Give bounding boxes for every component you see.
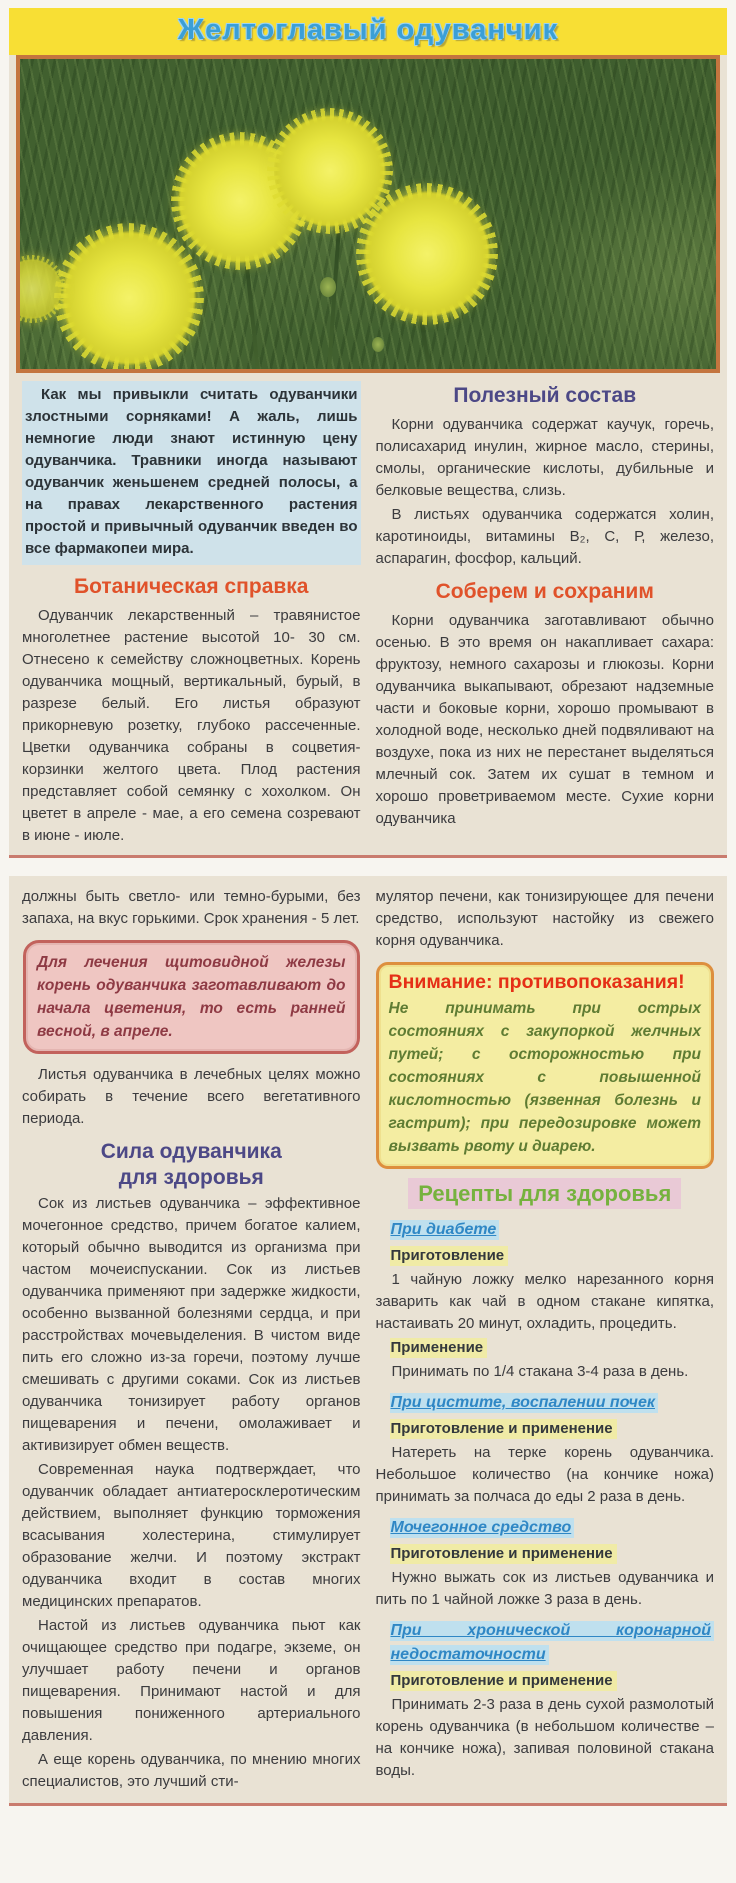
recipe-title bbox=[376, 1218, 715, 1242]
recipe-diabetes bbox=[376, 1218, 715, 1383]
dandelion-stem bbox=[327, 224, 341, 373]
step-label-text: Приготовление bbox=[390, 1246, 509, 1266]
recipe-diuretic bbox=[376, 1516, 715, 1611]
step-label bbox=[376, 1670, 715, 1692]
recipe-title-text: При цистите, воспалении почек bbox=[390, 1393, 659, 1413]
recipe-title-text: Мочегонное средство bbox=[390, 1518, 575, 1538]
botanical-text: Одуванчик лекарственный – травянистое многолетнее растение высотой 10- 30 см. Отнесено к семейству сложноцветных. Корень одуванчика мощный, вертикальный, бурый, в разрезе белый. Его листья образуют прикорневую розетку, глубоко рассеченные. Цветки одуванчика собраны в соцветия-корзинки желтого цвета. Плод растения представляет собой семянку с хохолком. Он цветет в апреле - мае, а его семена созревают в июне - июле. bbox=[22, 607, 361, 844]
leaves-text: Листья одуванчика в лечебных целях можно собирать в течение всего вегетативного периода. bbox=[22, 1066, 361, 1127]
recipe-coronary bbox=[376, 1619, 715, 1782]
power-text-3: Настой из листьев одуванчика пьют как очищающее средство при подагре, экземе, он улучшает работу печени и органов пищеварения. Принимают настой и для повышения пониженного артериального давления. bbox=[22, 1617, 361, 1744]
article-title: Желтоглавый одуванчик bbox=[177, 14, 559, 46]
step-label bbox=[376, 1418, 715, 1440]
contraindications-text: Не принимать при острых состояниях с закупоркой желчных путей; с осторожностью при состояниях с повышенной кислотностью (язвенная болезнь и гастрит); при передозировке может вызвать рвоту и диарею. bbox=[388, 1000, 701, 1155]
article-page-top bbox=[9, 8, 727, 858]
stimulator-continuation-text: мулятор печени, как тонизирующее для печени средство, используют настойку из свежего корня одуванчика. bbox=[375, 888, 714, 949]
top-right-column bbox=[376, 381, 715, 849]
dandelion-bud bbox=[320, 277, 336, 297]
bottom-columns bbox=[9, 886, 727, 1795]
bottom-right-column bbox=[376, 886, 715, 1795]
dandelion-bud bbox=[372, 337, 384, 352]
recipe-title bbox=[376, 1391, 715, 1415]
step-text: Натереть на терке корень одуванчика. Небольшое количество (на кончике ножа) принимать за полчаса до еды 2 раза в день. bbox=[375, 1444, 714, 1505]
dandelion-flower bbox=[364, 191, 490, 317]
power-text-2: Современная наука подтверждает, что одуванчик обладает антиатеросклеротическим действием, выполняет функцию торможения всасывания холестерина, стимулирует образование желчи. И поэтому экстракт одуванчика входит в состав многих медицинских препаратов. bbox=[22, 1461, 361, 1610]
recipe-title bbox=[376, 1619, 715, 1667]
contraindications-box bbox=[376, 962, 715, 1169]
step-label bbox=[376, 1337, 715, 1359]
section-heading-botanical: Ботаническая справка bbox=[74, 575, 309, 598]
title-band bbox=[9, 8, 727, 55]
collect-text: Корни одуванчика заготавливают обычно осенью. В это время он накапливает сахара: фруктозу, немного сахарозы и глюкозы. Корни одуванчика выкапывают, обрезают надземные части и боковые корни, хорошо промывают в холодной воде, несколько дней подвяливают на воздухе, пока из них не перестанет выделяться млечный сок. Затем их сушат в темном и хорошо проветриваемом месте. Сухие корни одуванчика bbox=[375, 612, 714, 827]
top-columns bbox=[9, 381, 727, 849]
recipe-title bbox=[376, 1516, 715, 1540]
dandelion-stem bbox=[244, 254, 261, 373]
intro-paragraph: Как мы привыкли считать одуванчики злостными сорняками! А жаль, лишь немногие люди знают истинную цену одуванчика. Травники иногда называют одуванчик женьшенем средней полосы, а на правах лекарственного растения простой и привычный одуванчик введен во все фармакопеи мира. bbox=[22, 381, 361, 565]
step-text: Нужно выжать сок из листьев одуванчика и пить по 1 чайной ложке 3 раза в день. bbox=[375, 1569, 714, 1608]
section-heading-power bbox=[22, 1139, 361, 1191]
power-text-1: Сок из листьев одуванчика – эффективное мочегонное средство, причем богатое калием, который обычно выводится из организма при частом мочеиспускании. Сок из листьев одуванчика применяют при задержке жидкости, особенно вызванной болезнями сердца, и при расстройствах мочевыделения. В чистом виде пить его сложно из-за горечи, поэтому лучше смешивать с другими соками. Сок из листьев одуванчика тонизирует работу органов пищеварения и печени, омолаживает и активизирует обмен веществ. bbox=[22, 1195, 361, 1454]
recipes-heading-text: Рецепты для здоровья bbox=[408, 1178, 681, 1209]
dandelion-photo bbox=[16, 55, 720, 373]
section-heading-collect: Соберем и сохраним bbox=[435, 580, 654, 603]
recipe-title-text: При хронической коронарной недостаточности bbox=[390, 1621, 715, 1665]
step-label-text: Приготовление и применение bbox=[390, 1419, 617, 1439]
dandelion-flower bbox=[16, 259, 62, 319]
recipe-title-text: При диабете bbox=[390, 1220, 500, 1240]
step-label bbox=[376, 1245, 715, 1267]
composition-text-2: В листьях одуванчика содержатся холин, каротиноиды, витамины В₂, С, Р, железо, аспарагин, фосфор, кальций. bbox=[375, 506, 714, 567]
step-text: Принимать по 1/4 стакана 3-4 раза в день. bbox=[391, 1363, 689, 1380]
section-heading-recipes bbox=[376, 1183, 715, 1208]
power-heading-line1: Сила одуванчика bbox=[100, 1140, 282, 1163]
composition-text-1: Корни одуванчика содержат каучук, горечь, полисахарид инулин, жирное масло, стерины, смолы, органические кислоты, дубильные и белковые вещества, слизь. bbox=[375, 416, 714, 499]
step-label-text: Применение bbox=[390, 1338, 488, 1358]
section-heading-composition: Полезный состав bbox=[453, 384, 637, 407]
step-label-text: Приготовление и применение bbox=[390, 1671, 617, 1691]
page-gap bbox=[0, 858, 736, 876]
recipe-cystitis bbox=[376, 1391, 715, 1508]
bottom-left-column bbox=[22, 886, 361, 1795]
power-heading-line2: для здоровья bbox=[118, 1166, 264, 1189]
dandelion-flower bbox=[62, 231, 196, 365]
step-label-text: Приготовление и применение bbox=[390, 1544, 617, 1564]
step-text: 1 чайную ложку мелко нарезанного корня заварить как чай в одном стакане кипятка, настаивать 20 минут, охладить, процедить. bbox=[375, 1271, 714, 1332]
power-text-4: А еще корень одуванчика, по мнению многих специалистов, это лучший сти- bbox=[22, 1751, 361, 1790]
top-left-column bbox=[22, 381, 361, 849]
step-label bbox=[376, 1543, 715, 1565]
storage-continuation-text: должны быть светло- или темно-бурыми, без запаха, на вкус горькими. Срок хранения - 5 лет. bbox=[22, 888, 361, 927]
article-page-bottom bbox=[9, 876, 727, 1806]
step-text: Принимать 2-3 раза в день сухой размолотый корень одуванчика (в небольшом количестве – на кончике ножа), запивая половиной стакана воды. bbox=[375, 1696, 714, 1779]
contraindications-heading: Внимание: противопоказания! bbox=[388, 971, 685, 993]
thyroid-tip-box: Для лечения щитовидной железы корень одуванчика заготавливают до начала цветения, то есть ранней весной, в апреле. bbox=[23, 940, 360, 1054]
